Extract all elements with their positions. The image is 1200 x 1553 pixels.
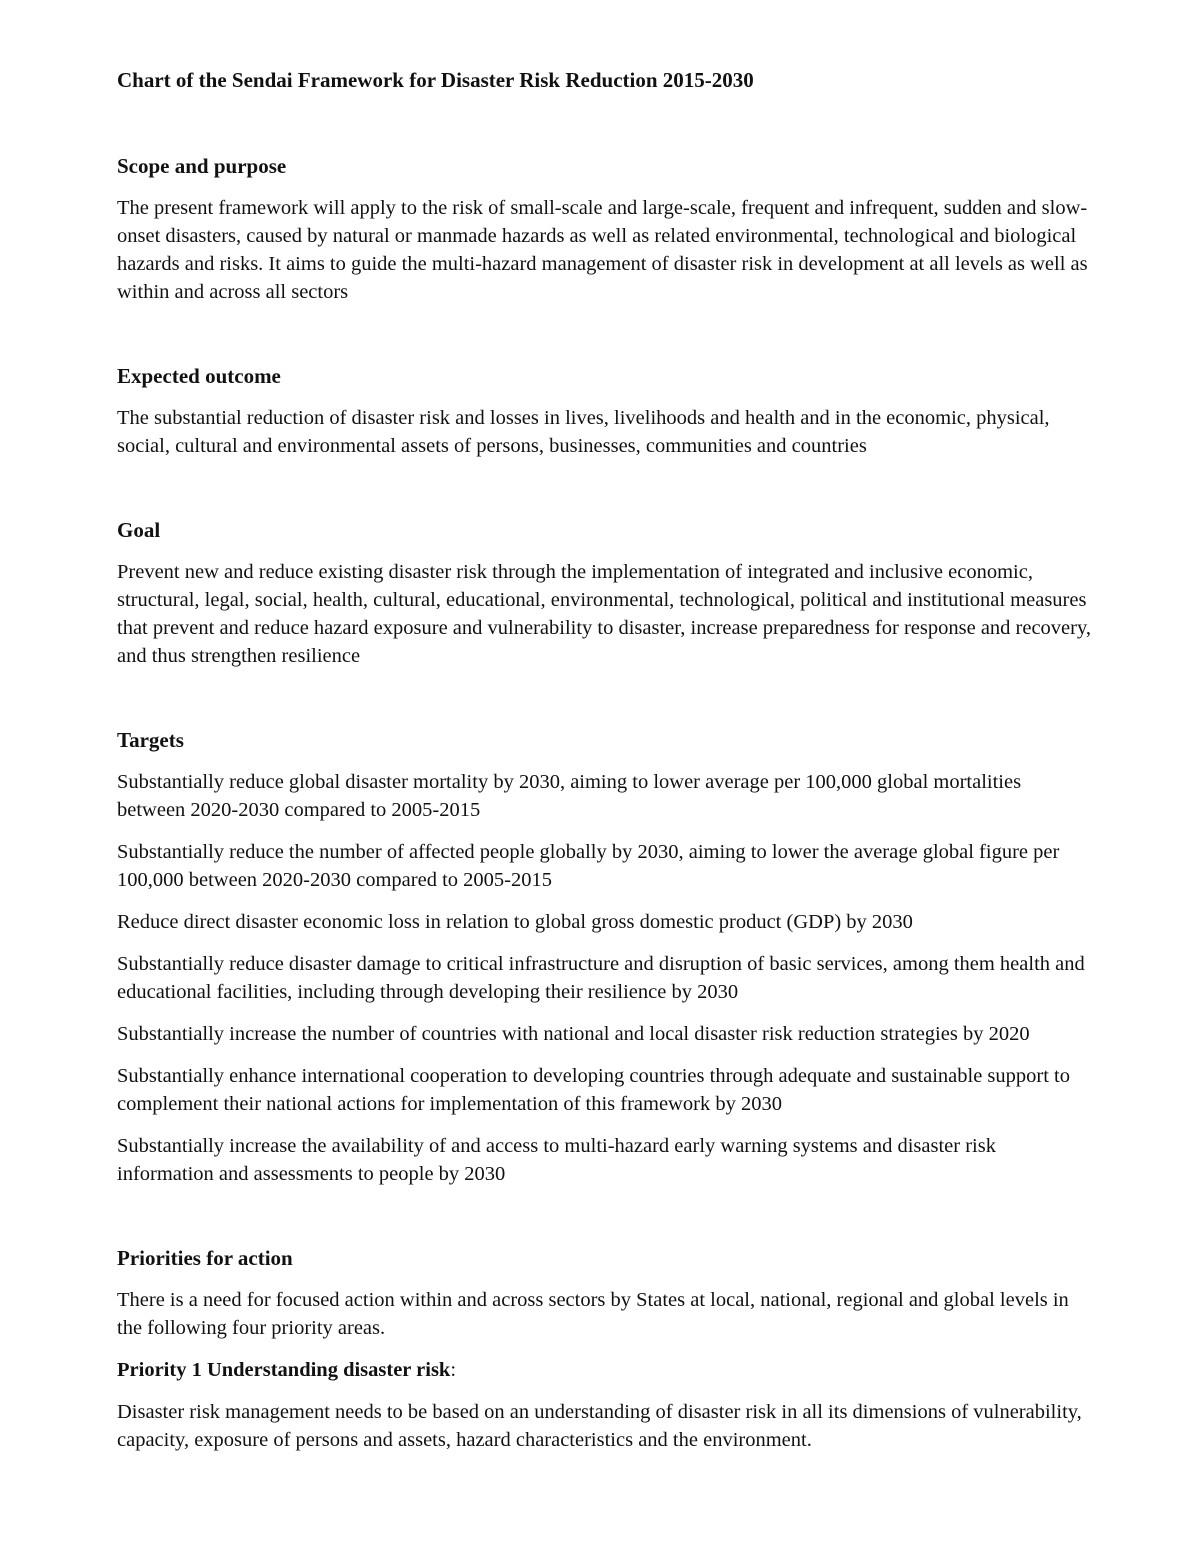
priority-1-heading [117, 1356, 1092, 1384]
priority-1-colon: : [450, 1359, 457, 1381]
goal-paragraph: Prevent new and reduce existing disaster risk through the implementation of integrated and inclusive economic, structural, legal, social, health, cultural, educational, environmental, technological, political and institutional measures that prevent and reduce hazard exposure and vulnerability to disaster, increase preparedness for response and recovery, and thus strengthen resilience [117, 561, 1092, 667]
targets-list [117, 768, 1092, 1188]
expected-outcome-paragraph: The substantial reduction of disaster risk and losses in lives, livelihoods and health and in the economic, physical, social, cultural and environmental assets of persons, businesses, communities and countries [117, 407, 1050, 457]
scope-paragraph: The present framework will apply to the risk of small-scale and large-scale, frequent and infrequent, sudden and slow-onset disasters, caused by natural or manmade hazards as well as related environmental, technological and biological hazards and risks. It aims to guide the multi-hazard management of disaster risk in development at all levels as well as within and across all sectors [117, 197, 1088, 303]
target-item: Substantially reduce disaster damage to critical infrastructure and disruption of basic services, among them health and educational facilities, including through developing their resilience by 2030 [117, 953, 1085, 1003]
target-item: Reduce direct disaster economic loss in relation to global gross domestic product (GDP) by 2030 [117, 911, 913, 933]
goal-heading: Goal [117, 518, 161, 542]
document-title: Chart of the Sendai Framework for Disaster Risk Reduction 2015-2030 [117, 68, 754, 92]
target-item: Substantially enhance international cooperation to developing countries through adequate and sustainable support to complement their national actions for implementation of this framework by 2030 [117, 1065, 1070, 1115]
priorities-intro: There is a need for focused action within and across sectors by States at local, national, regional and global levels in the following four priority areas. [117, 1289, 1069, 1339]
document-page [117, 66, 1092, 1454]
target-item: Substantially reduce the number of affected people globally by 2030, aiming to lower the average global figure per 100,000 between 2020-2030 compared to 2005-2015 [117, 841, 1060, 891]
priorities-heading: Priorities for action [117, 1246, 293, 1270]
target-item: Substantially increase the number of countries with national and local disaster risk reduction strategies by 2020 [117, 1023, 1030, 1045]
expected-outcome-heading: Expected outcome [117, 364, 281, 388]
target-item: Substantially increase the availability of and access to multi-hazard early warning systems and disaster risk information and assessments to people by 2030 [117, 1135, 996, 1185]
priority-1-label: Priority 1 Understanding disaster risk [117, 1359, 451, 1381]
priority-1-paragraph: Disaster risk management needs to be based on an understanding of disaster risk in all its dimensions of vulnerability, capacity, exposure of persons and assets, hazard characteristics and the environment. [117, 1401, 1082, 1451]
target-item: Substantially reduce global disaster mortality by 2030, aiming to lower average per 100,000 global mortalities between 2020-2030 compared to 2005-2015 [117, 771, 1022, 821]
scope-heading: Scope and purpose [117, 154, 287, 178]
targets-heading: Targets [117, 728, 184, 752]
